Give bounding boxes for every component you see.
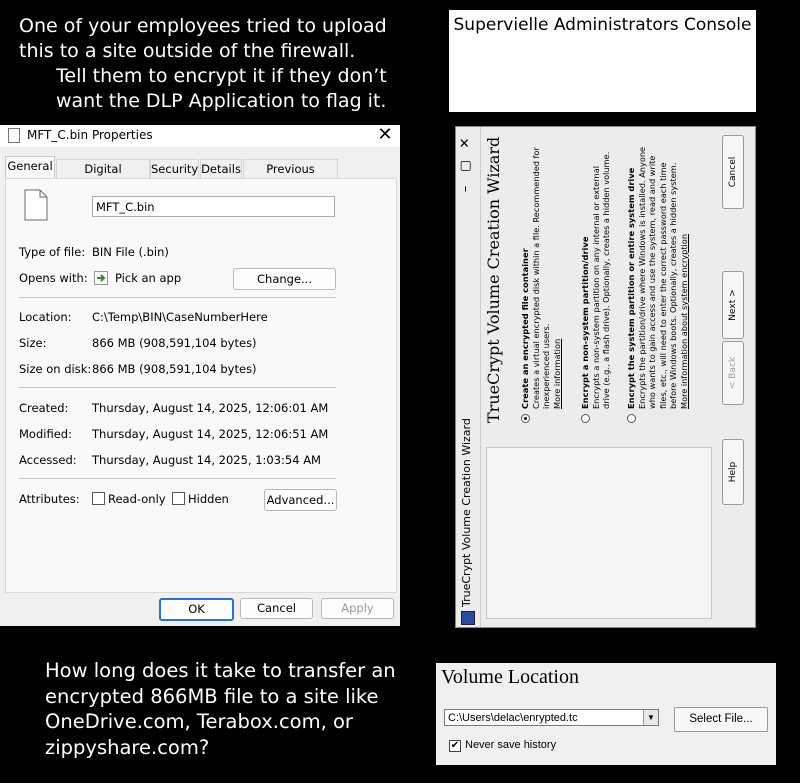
chevron-down-icon[interactable]: ▼ bbox=[643, 710, 658, 725]
size-on-disk-label: Size on disk: bbox=[19, 362, 92, 376]
instruction-caption-top bbox=[19, 14, 387, 64]
size-label: Size: bbox=[19, 336, 47, 350]
option-non-system-partition[interactable] bbox=[580, 143, 612, 423]
instruction-caption-top-indented bbox=[56, 64, 387, 114]
file-properties-dialog bbox=[0, 125, 400, 626]
never-save-history-label: Never save history bbox=[465, 739, 557, 751]
maximize-icon[interactable]: ▢ bbox=[458, 159, 473, 173]
separator bbox=[19, 478, 336, 479]
wizard-cancel-button[interactable]: Cancel bbox=[722, 135, 744, 209]
readonly-checkbox[interactable] bbox=[92, 492, 105, 505]
caption-line: OneDrive.com, Terabox.com, or bbox=[45, 710, 353, 733]
option-system-partition[interactable] bbox=[626, 143, 689, 423]
caption-line: Tell them to encrypt it if they don’t bbox=[56, 65, 387, 87]
tab-previous-versions[interactable]: Previous bbox=[243, 159, 338, 179]
location-label: Location: bbox=[19, 310, 72, 324]
radio-non-system-partition[interactable] bbox=[581, 414, 590, 423]
accessed-value: Thursday, August 14, 2025, 1:03:54 AM bbox=[92, 453, 321, 467]
caption-line: want the DLP Application to flag it. bbox=[56, 90, 387, 112]
tab-security[interactable]: Security bbox=[150, 159, 199, 179]
system-encryption-link[interactable]: More information about system encryption bbox=[678, 233, 689, 409]
attributes-label: Attributes: bbox=[19, 492, 80, 506]
dialog-titlebar bbox=[0, 125, 400, 147]
tab-digital-signatures[interactable]: Digital bbox=[56, 159, 150, 179]
option-title: Encrypt a non-system partition/drive bbox=[580, 236, 590, 409]
wizard-image-area bbox=[486, 447, 712, 619]
caption-line: zippyshare.com? bbox=[45, 735, 210, 759]
caption-line: One of your employees tried to upload bbox=[19, 15, 387, 37]
wizard-heading: TrueCrypt Volume Creation Wizard bbox=[484, 136, 503, 423]
option-desc: Encrypts the partition/drive where Windows is installed. Anyone who wants to gain access and use the system, read and write files, etc., will need to enter the correct password each time before Windows boots. Optionally, creates a hidden system. bbox=[636, 146, 678, 409]
readonly-label: Read-only bbox=[108, 492, 166, 506]
apply-button[interactable]: Apply bbox=[321, 598, 394, 619]
created-label: Created: bbox=[19, 401, 69, 415]
separator bbox=[19, 297, 336, 298]
radio-file-container[interactable] bbox=[521, 414, 530, 423]
option-title: Create an encrypted file container bbox=[520, 248, 530, 409]
more-info-link[interactable]: More information bbox=[551, 338, 562, 409]
tab-general[interactable]: General bbox=[5, 156, 55, 179]
volume-location-panel bbox=[436, 663, 776, 765]
opens-with-label: Opens with: bbox=[19, 271, 88, 285]
type-value: BIN File (.bin) bbox=[92, 245, 169, 259]
size-on-disk-value: 866 MB (908,591,104 bytes) bbox=[92, 362, 257, 376]
advanced-button[interactable]: Advanced... bbox=[264, 489, 337, 511]
truecrypt-app-icon bbox=[461, 611, 475, 625]
question-caption-bottom bbox=[45, 658, 396, 760]
opens-with-value: Pick an app bbox=[115, 271, 182, 285]
type-label: Type of file: bbox=[19, 245, 86, 259]
option-title: Encrypt the system partition or entire system drive bbox=[626, 167, 636, 409]
volume-path-combobox[interactable] bbox=[444, 709, 659, 726]
modified-value: Thursday, August 14, 2025, 12:06:51 AM bbox=[92, 427, 329, 441]
location-value: C:\Temp\BIN\CaseNumberHere bbox=[92, 310, 268, 324]
wizard-titlebar bbox=[456, 127, 481, 628]
wizard-window-title: TrueCrypt Volume Creation Wizard bbox=[460, 418, 473, 607]
select-file-button[interactable]: Select File... bbox=[674, 707, 768, 732]
size-value: 866 MB (908,591,104 bytes) bbox=[92, 336, 257, 350]
hidden-label: Hidden bbox=[188, 492, 229, 506]
option-desc: Encrypts a non-system partition on any internal or external drive (e.g., a flash drive). Optionally, creates a hidden volume. bbox=[590, 151, 611, 409]
close-icon[interactable]: ✕ bbox=[458, 137, 473, 149]
help-button[interactable]: Help bbox=[722, 439, 744, 505]
console-title: Supervielle Administrators Console bbox=[453, 15, 752, 35]
pick-app-icon bbox=[94, 271, 108, 285]
radio-system-partition[interactable] bbox=[627, 414, 636, 423]
modified-label: Modified: bbox=[19, 427, 72, 441]
caption-line: How long does it take to transfer an bbox=[45, 659, 396, 682]
option-desc: Creates a virtual encrypted disk within a file. Recommended for inexperienced users. bbox=[530, 147, 551, 409]
back-button[interactable]: < Back bbox=[722, 341, 744, 405]
cancel-button[interactable]: Cancel bbox=[240, 598, 313, 619]
separator bbox=[19, 387, 336, 388]
general-panel bbox=[5, 178, 397, 593]
created-value: Thursday, August 14, 2025, 12:06:01 AM bbox=[92, 401, 329, 415]
volume-path-value: C:\Users\delac\enrypted.tc bbox=[448, 712, 578, 724]
never-save-history-checkbox[interactable]: ✔ bbox=[450, 740, 460, 751]
admin-console-banner bbox=[449, 10, 756, 112]
next-button[interactable]: Next > bbox=[722, 271, 744, 339]
file-name-field[interactable]: MFT_C.bin bbox=[92, 196, 335, 217]
truecrypt-wizard-window bbox=[455, 126, 756, 628]
minimize-icon[interactable]: – bbox=[458, 185, 473, 193]
tab-details[interactable]: Details bbox=[200, 159, 242, 179]
document-icon bbox=[24, 189, 48, 221]
ok-button[interactable]: OK bbox=[159, 598, 234, 621]
caption-line: encrypted 866MB file to a site like bbox=[45, 684, 379, 708]
close-icon[interactable]: ✕ bbox=[377, 124, 393, 145]
truecrypt-wizard-content bbox=[456, 127, 756, 628]
accessed-label: Accessed: bbox=[19, 453, 77, 467]
hidden-checkbox[interactable] bbox=[172, 492, 185, 505]
volume-location-title: Volume Location bbox=[441, 666, 579, 688]
file-icon bbox=[8, 128, 20, 143]
caption-line: this to a site outside of the firewall. bbox=[19, 40, 356, 62]
change-button[interactable]: Change... bbox=[233, 268, 336, 290]
dialog-title: MFT_C.bin Properties bbox=[27, 128, 153, 142]
option-file-container[interactable] bbox=[520, 143, 562, 423]
